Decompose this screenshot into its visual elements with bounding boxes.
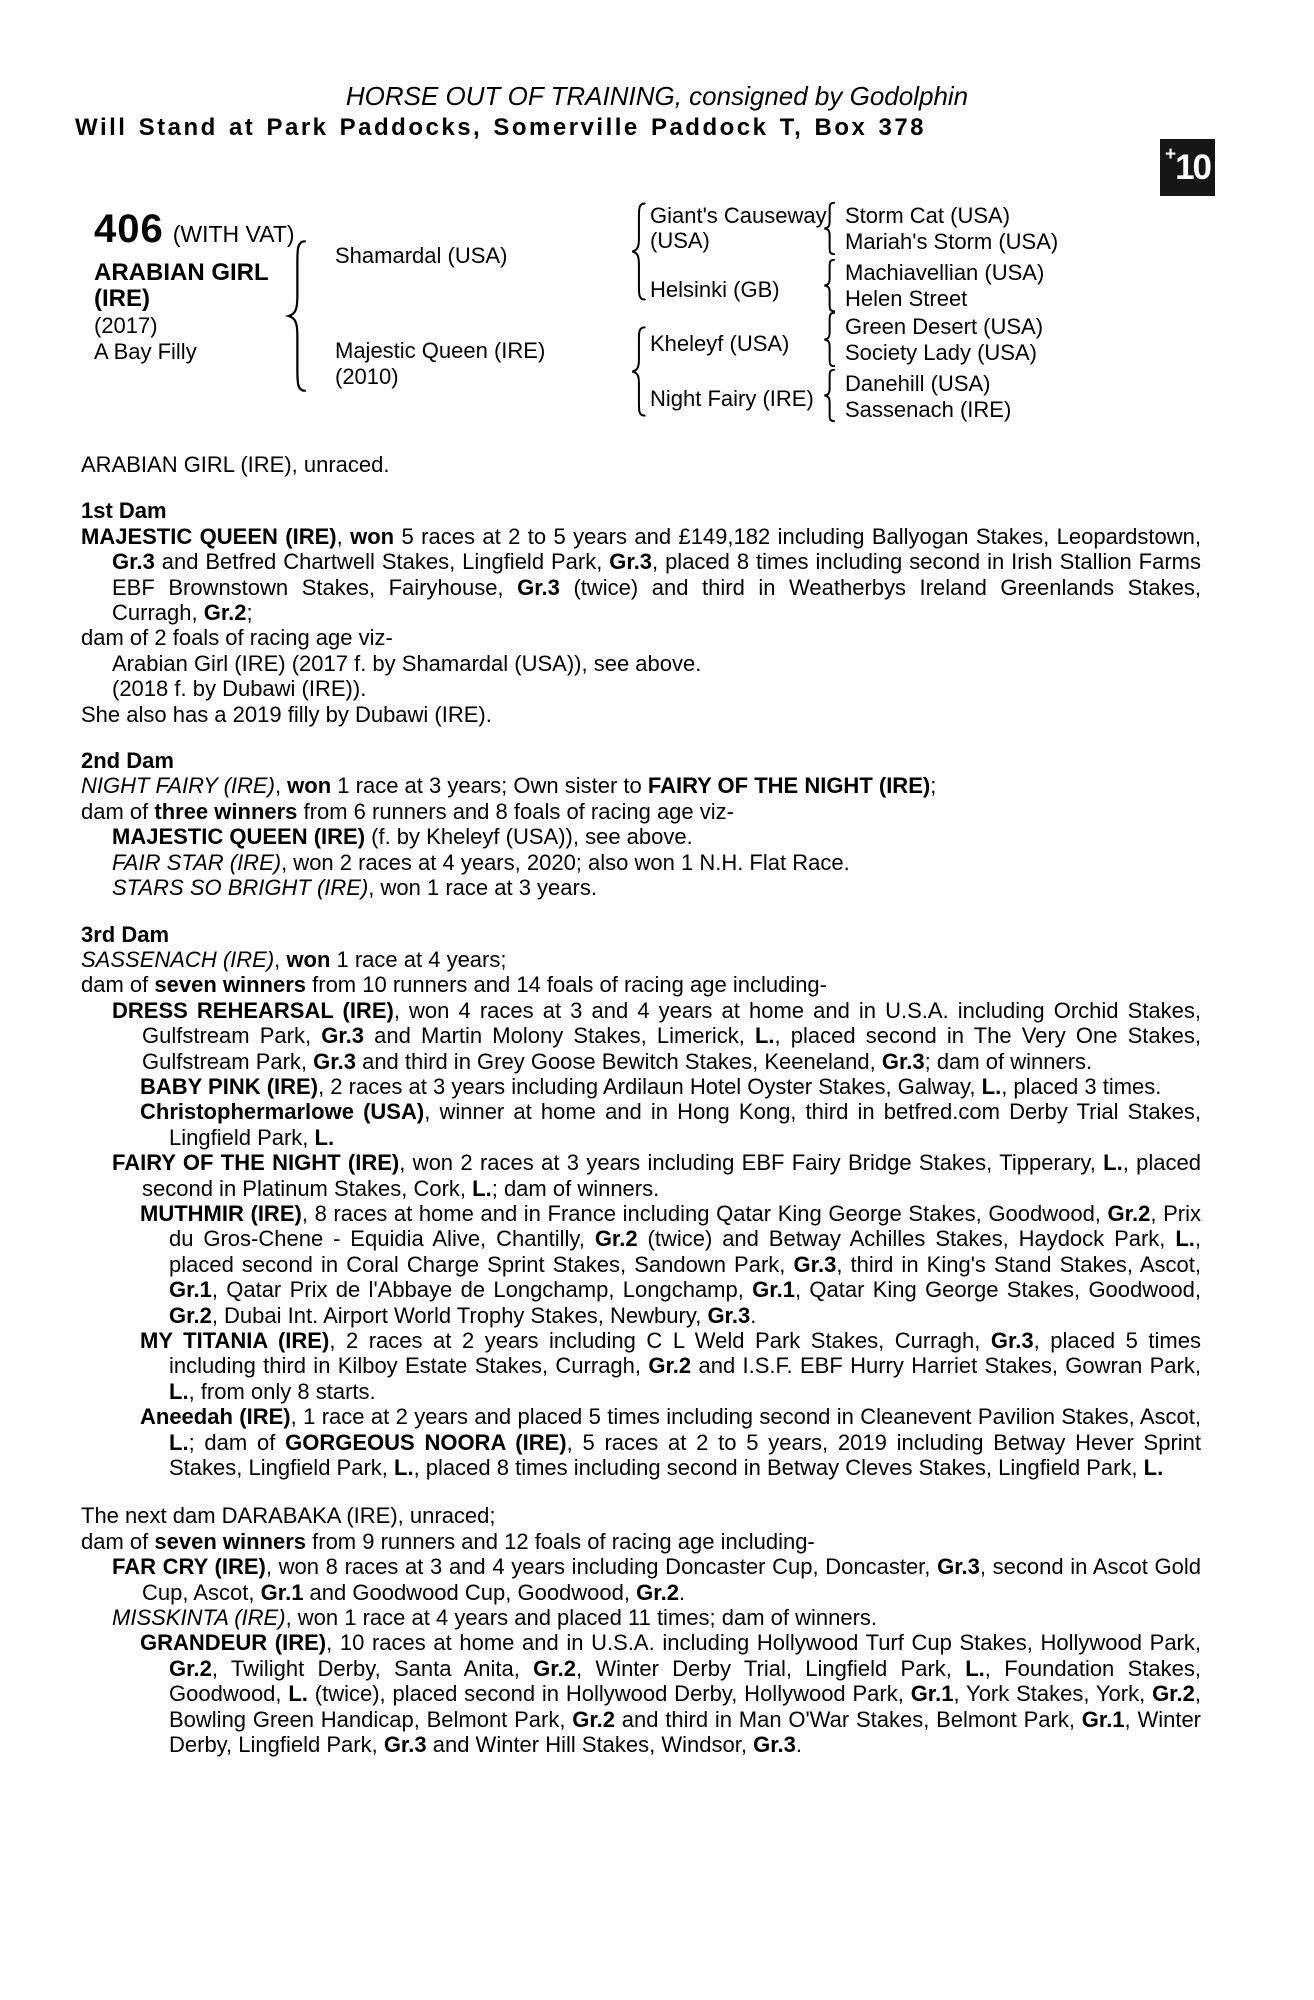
sire-name: Shamardal (USA) [335, 243, 508, 268]
pedigree-paragraph: dam of seven winners from 9 runners and 12 foals of racing age including- [81, 1528, 815, 1554]
ggp-pair [845, 314, 1043, 366]
pedigree-paragraph: BABY PINK (IRE), 2 races at 3 years including Ardilaun Hotel Oyster Stakes, Galway, L., placed 3 times. [140, 1073, 1162, 1099]
pedigree-brace [628, 326, 647, 417]
pedigree-paragraph: Christophermarlowe (USA), winner at home and in Hong Kong, third in betfred.com Derby Trial Stakes, Lingfield Park, L. [140, 1099, 1201, 1150]
horse-identity [94, 260, 269, 365]
pedigree-paragraph: (2018 f. by Dubawi (IRE)). [112, 676, 367, 702]
dam-section-heading: 2nd Dam [81, 748, 174, 774]
ggp-pair [845, 260, 1044, 312]
ggp-pair [845, 203, 1058, 255]
pedigree-tree [0, 0, 1314, 440]
stand-location-line: Will Stand at Park Paddocks, Somerville Paddock T, Box 378 [75, 114, 927, 141]
ggp-pair [845, 371, 1011, 423]
pedigree-brace [628, 202, 647, 301]
dam-dam-name: Night Fairy (IRE) [650, 386, 814, 411]
sire-sire-name: Giant's Causeway (USA) [650, 203, 827, 253]
dam-sire-name: Kheleyf (USA) [650, 331, 790, 356]
pedigree-paragraph: ARABIAN GIRL (IRE), unraced. [81, 452, 390, 477]
ggp-top-name: Green Desert (USA) [845, 314, 1044, 339]
ggp-top-name: Storm Cat (USA) [845, 203, 1011, 228]
catalogue-body [81, 452, 1201, 1758]
foaling-year: (2017) [94, 312, 158, 338]
catalogue-header-title: HORSE OUT OF TRAINING, consigned by Godolphin [345, 81, 969, 111]
horse-name: ARABIAN GIRL [94, 259, 269, 286]
pedigree-paragraph: MY TITANIA (IRE), 2 races at 2 years including C L Weld Park Stakes, Curragh, Gr.3, placed 5 times including third in Kilboy Estate Stakes, Curragh, Gr.2 and I.S.F. EBF Hurry Harriet Stakes, Gowran Park, L., from only 8 starts. [140, 1328, 1201, 1404]
ggp-bottom-name: Society Lady (USA) [845, 339, 1037, 365]
pedigree-paragraph: dam of three winners from 6 runners and 8 foals of racing age viz- [81, 798, 734, 824]
pedigree-paragraph: She also has a 2019 filly by Dubawi (IRE). [81, 701, 492, 727]
pedigree-paragraph: GRANDEUR (IRE), 10 races at home and in U.S.A. including Hollywood Turf Cup Stakes, Hollywood Park, Gr.2, Twilight Derby, Santa Anita, Gr.2, Winter Derby Trial, Lingfield Park, L., Foundation Stakes, Goodwood, L. (twice), placed second in Hollywood Derby, Hollywood Park, Gr.1, York Stakes, York, Gr.2, Bowling Green Handicap, Belmont Park, Gr.2 and third in Man O'War Stakes, Belmont Park, Gr.1, Winter Derby, Lingfield Park, Gr.3 and Winter Hill Stakes, Windsor, Gr.3. [140, 1630, 1202, 1758]
ggp-bottom-name: Mariah's Storm (USA) [845, 228, 1059, 254]
pedigree-paragraph: MUTHMIR (IRE), 8 races at home and in France including Qatar King George Stakes, Goodwood, Gr.2, Prix du Gros-Chene - Equidia Alive, Chantilly, Gr.2 (twice) and Betway Achilles Stakes, Haydock Park, L., placed second in Coral Charge Sprint Stakes, Sandown Park, Gr.3, third in King's Stand Stakes, Ascot, Gr.1, Qatar Prix de l'Abbaye de Longchamp, Longchamp, Gr.1, Qatar King George Stakes, Goodwood, Gr.2, Dubai Int. Airport World Trophy Stakes, Newbury, Gr.3. [140, 1200, 1201, 1328]
pedigree-paragraph: NIGHT FAIRY (IRE), won 1 race at 3 years; Own sister to FAIRY OF THE NIGHT (IRE); [81, 773, 937, 799]
pedigree-paragraph: SASSENACH (IRE), won 1 race at 4 years; [81, 946, 507, 972]
lot-number: 406 [94, 207, 164, 251]
badge-number: 10 [1175, 147, 1211, 187]
pedigree-paragraph: DRESS REHEARSAL (IRE), won 4 races at 3 and 4 years at home and in U.S.A. including Orchid Stakes, Gulfstream Park, Gr.3 and Martin Molony Stakes, Limerick, L., placed second in The Very One Stakes, Gulfstream Park, Gr.3 and third in Grey Goose Bewitch Stakes, Keeneland, Gr.3; dam of winners. [112, 997, 1201, 1074]
dam-year: (2010) [335, 364, 399, 389]
pedigree-paragraph: Aneedah (IRE), 1 race at 2 years and placed 5 times including second in Cleanevent Pavilion Stakes, Ascot, L.; dam of GORGEOUS NOORA (IRE), 5 races at 2 to 5 years, 2019 including Betway Hever Sprint Stakes, Lingfield Park, L., placed 8 times including second in Betway Cleves Stakes, Lingfield Park, L. [140, 1404, 1202, 1481]
badge-plus-icon: + [1164, 144, 1177, 165]
pedigree-paragraph: dam of seven winners from 10 runners and 14 foals of racing age including- [81, 972, 827, 998]
lot-header [94, 209, 295, 258]
pedigree-paragraph: Arabian Girl (IRE) (2017 f. by Shamardal (USA)), see above. [112, 650, 702, 676]
pedigree-paragraph: MAJESTIC QUEEN (IRE) (f. by Kheleyf (USA)), see above. [112, 824, 693, 850]
sire-dam-name: Helsinki (GB) [650, 277, 780, 302]
pedigree-paragraph: MAJESTIC QUEEN (IRE), won 5 races at 2 to 5 years and £149,182 including Ballyogan Stakes, Leopardstown, Gr.3 and Betfred Chartwell Stakes, Lingfield Park, Gr.3, placed 8 times including second in Irish Stallion Farms EBF Brownstown Stakes, Fairyhouse, Gr.3 (twice) and third in Weatherbys Ireland Greenlands Stakes, Curragh, Gr.2; [81, 523, 1201, 626]
ggp-top-name: Machiavellian (USA) [845, 260, 1045, 285]
pedigree-paragraph: STARS SO BRIGHT (IRE), won 1 race at 3 years. [112, 875, 597, 901]
horse-description: A Bay Filly [94, 338, 197, 364]
dam-section-heading: 3rd Dam [81, 921, 170, 947]
ggp-bottom-name: Helen Street [845, 285, 968, 311]
pedigree-paragraph: FAIRY OF THE NIGHT (IRE), won 2 races at 3 years including EBF Fairy Bridge Stakes, Tipperary, L., placed second in Platinum Stakes, Cork, L.; dam of winners. [112, 1150, 1201, 1201]
ggp-top-name: Danehill (USA) [845, 371, 991, 396]
pedigree-paragraph: FAR CRY (IRE), won 8 races at 3 and 4 years including Doncaster Cup, Doncaster, Gr.3, second in Ascot Gold Cup, Ascot, Gr.1 and Goodwood Cup, Goodwood, Gr.2. [112, 1554, 1201, 1605]
pedigree-paragraph: The next dam DARABAKA (IRE), unraced; [81, 1503, 496, 1529]
pedigree-paragraph: FAIR STAR (IRE), won 2 races at 4 years, 2020; also won 1 N.H. Flat Race. [112, 849, 850, 875]
ggp-bottom-name: Sassenach (IRE) [845, 396, 1012, 422]
pedigree-brace [283, 239, 308, 393]
vat-note: (WITH VAT) [172, 221, 295, 247]
dam-block [335, 338, 545, 390]
pedigree-paragraph: dam of 2 foals of racing age viz- [81, 625, 393, 651]
horse-country: (IRE) [94, 285, 150, 313]
pedigree-paragraph: MISSKINTA (IRE), won 1 race at 4 years and placed 11 times; dam of winners. [112, 1605, 878, 1631]
dam-section-heading: 1st Dam [81, 498, 167, 524]
dam-name: Majestic Queen (IRE) [335, 338, 546, 363]
